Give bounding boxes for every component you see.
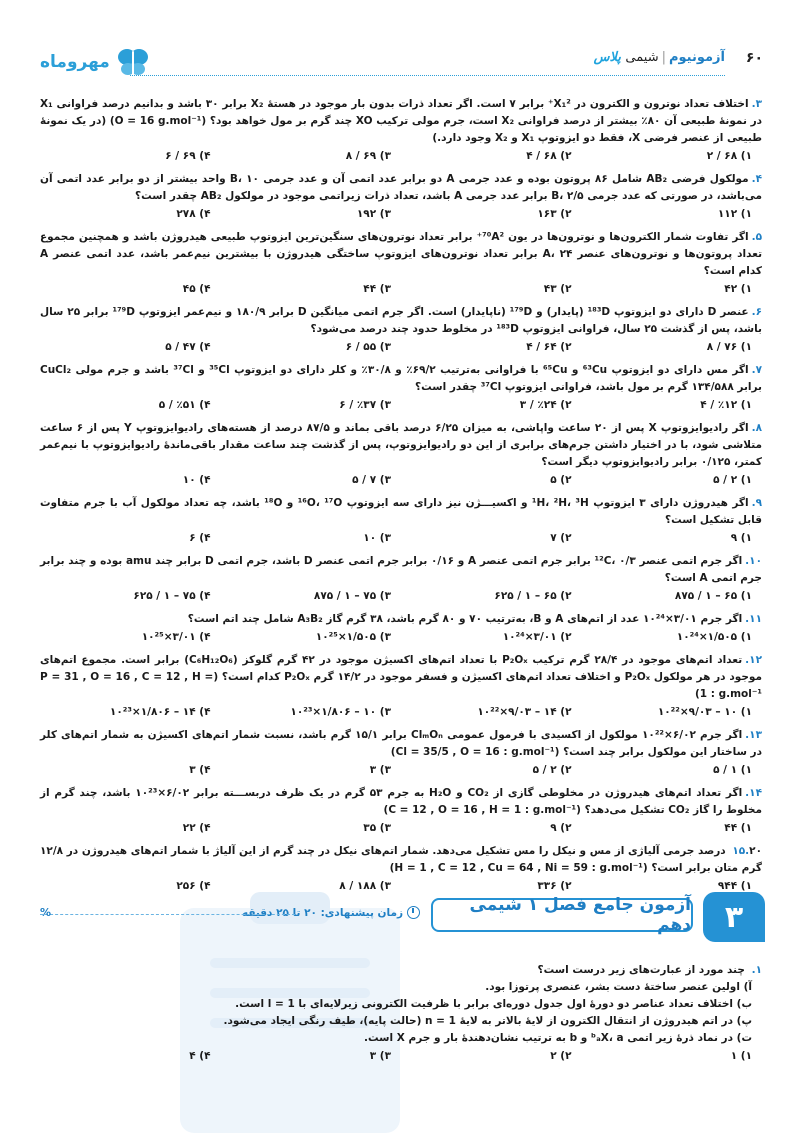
answer-option[interactable]: ۴) ۳ xyxy=(189,764,211,776)
question-block xyxy=(40,229,762,297)
question-text xyxy=(40,171,762,205)
exam-banner xyxy=(40,892,765,944)
book-plus: پلاس xyxy=(593,50,621,65)
answer-option[interactable]: ۲) ۶۸ / ۴ xyxy=(526,150,572,162)
final-question-text xyxy=(40,962,762,979)
answer-option[interactable]: ۲) ٪۲۴ / ۳ xyxy=(519,399,572,411)
answer-option[interactable]: ۱) ٪۱۲ / ۴ xyxy=(700,399,752,411)
answer-option[interactable]: ۳) ۱۰ xyxy=(363,532,391,544)
answer-option[interactable]: ۳) ۷ / ۵ xyxy=(352,474,391,486)
question-stem: اگر جرم ۶/۰۲×۱۰²² مولکول از اکسیدی با فرمول عمومی ClₘOₙ برابر ۱۵/۱ گرم باشد، نسبت شمار اتم‌های اکسیژن به شمار اتم‌های کلر در ساختار این مولکول برابر چند است؟ (Cl = 35/5 , O = 16 : g.mol⁻¹) xyxy=(40,729,762,758)
answer-option[interactable]: ۱) ۶۵ – ۱ / ۸۷۵ xyxy=(674,590,752,602)
question-block xyxy=(40,420,762,488)
answer-option[interactable]: ۱) ۷۶ / ۸ xyxy=(706,341,752,353)
answer-option[interactable]: ۴) ۴ xyxy=(189,1050,211,1062)
banner-divider xyxy=(40,914,295,915)
question-stem: اگر تعداد اتم‌های هیدروژن در مخلوطی گازی از CO₂ و H₂O به جرم ۵۳ گرم در یک ظرف دربســـته برابر ۶/۰۲×۱۰²³ باشد، چند گرم از مخلوط را گاز CO₂ تشکیل می‌دهد؟ (C = 12 , O = 16 , H = 1 : g.mol⁻¹) xyxy=(40,787,762,816)
statement-item: ت) در نماد ذرهٔ زیر اتمی ᵇₐX، a و b به ترتیب نشان‌دهندهٔ بار و جرم X است. xyxy=(364,1032,752,1044)
answer-option[interactable]: ۲) ۱۴ – ۹/۰۳×۱۰²² xyxy=(477,706,572,718)
answer-option[interactable]: ۲) ۱۶۳ xyxy=(537,208,572,220)
question-block xyxy=(40,304,762,355)
exam-time xyxy=(242,906,420,919)
answer-option[interactable]: ۴) ۶۹ / ۶ xyxy=(165,150,211,162)
answer-options xyxy=(40,762,762,778)
answer-option[interactable]: ۳) ۱/۵۰۵×۱۰²⁵ xyxy=(315,631,391,643)
logo-text: مهروماه xyxy=(40,52,110,72)
answer-option[interactable]: ۳) ۱۹۲ xyxy=(356,208,391,220)
question-number: ۱۱. xyxy=(745,613,762,625)
question-stem: عنصر D دارای دو ایزوتوپ ¹⁸³D (پایدار) و ¹⁷⁹D (ناپایدار) است. اگر جرم اتمی میانگین D برابر ۱۸۰/۹ و نیم‌عمر ایزوتوپ ¹⁷⁹D برابر ۲۵ سال باشد، پس از گذشت ۲۵ سال، فراوانی ایزوتوپ ¹⁸³D در مخلوط حدود چند درصد می‌شود؟ xyxy=(40,306,762,335)
answer-option[interactable]: ۲) ۳۳۶ xyxy=(537,880,572,892)
question-number: ۱۴. xyxy=(745,787,762,799)
answer-option[interactable]: ۴) ۶ xyxy=(189,532,211,544)
answer-options xyxy=(40,704,762,720)
book-separator: | xyxy=(661,50,666,65)
answer-option[interactable]: ۱) ۱۰ – ۹/۰۳×۱۰²² xyxy=(657,706,752,718)
answer-option[interactable]: ۳) ۳۵ xyxy=(363,822,391,834)
answer-option[interactable]: ۴) ۲۷۸ xyxy=(176,208,211,220)
answer-option[interactable]: ۲) ۹ xyxy=(550,822,572,834)
statement-item: آ) اولین عنصر ساختهٔ دست بشر، عنصری پرتوزا بود. xyxy=(485,981,752,993)
question-number: ۱۵. xyxy=(732,845,750,857)
answer-options xyxy=(40,530,762,546)
answer-options xyxy=(40,206,762,222)
book-subject: شیمی xyxy=(625,50,659,65)
question-text xyxy=(40,553,762,587)
answer-option[interactable]: ۱) ۴۲ xyxy=(724,283,752,295)
question-number: ۵. xyxy=(751,231,762,243)
book-title xyxy=(594,50,725,65)
answer-options xyxy=(40,1048,762,1064)
answer-options xyxy=(40,820,762,836)
answer-option[interactable]: ۲) ۲ xyxy=(550,1050,572,1062)
answer-options xyxy=(40,472,762,488)
answer-option[interactable]: ۲) ۴۳ xyxy=(543,283,572,295)
book-main: آزمونیوم xyxy=(668,50,725,65)
question-text xyxy=(40,420,762,471)
question-text xyxy=(40,652,762,703)
answer-option[interactable]: ۳) ۷۵ – ۱ / ۸۷۵ xyxy=(313,590,391,602)
answer-option[interactable]: ۲) ۷ xyxy=(550,532,572,544)
header-divider xyxy=(130,75,725,76)
question-number: ۴. xyxy=(751,173,763,185)
question-text xyxy=(40,362,762,396)
question-stem: اختلاف تعداد نوترون و الکترون در X₁²⁺ برابر ۷ است. اگر تعداد ذرات بدون بار موجود در هستهٔ X₂ برابر ۳۰ باشد و بدانیم درصد فراوانی X₁ در نمونهٔ طبیعی آن ۸۰٪ بیشتر از درصد فراوانی X₂ است، جرم مولی ترکیب XO چند گرم بر مول خواهد بود؟ (O = 16 g.mol⁻¹) (در یک نمونهٔ طبیعی از عنصر فرضی X، فقط دو ایزوتوپ X₁ و X₂ وجود دارد.) xyxy=(40,98,763,144)
question-stem: اگر هیدروژن دارای ۳ ایزوتوپ ¹H، ²H، ³H و اکسیـــژن نیز دارای سه ایزوتوپ ¹⁶O، ¹⁷O و ¹⁸O باشد، چه تعداد مولکول آب با جرم متفاوت قابل تشکیل است؟ xyxy=(40,497,762,526)
question-block xyxy=(40,785,762,836)
answer-option[interactable]: ۴) ۷۵ – ۱ / ۶۲۵ xyxy=(133,590,211,602)
answer-options xyxy=(40,339,762,355)
answer-option[interactable]: ۳) ۶۹ / ۸ xyxy=(345,150,391,162)
question-block xyxy=(40,652,762,720)
answer-option[interactable]: ۲) ۶۵ – ۱ / ۶۲۵ xyxy=(494,590,572,602)
question-stem: مولکول فرضی AB₂ شامل ۸۶ پروتون بوده و عدد جرمی A دو برابر عدد اتمی آن و عدد جرمی B، ۱۰ واحد بیشتر از دو برابر عدد اتمی آن می‌باشد، در صورتی که عدد جرمی B، ۲/۵ برابر عدد جرمی A باشد، تعداد ذرات زیراتمی موجود در مولکول AB₂ چقدر است؟ xyxy=(40,173,762,202)
answer-option[interactable]: ۱) ۶۸ / ۲ xyxy=(706,150,752,162)
answer-options xyxy=(40,281,762,297)
page-header xyxy=(40,40,765,84)
answer-option[interactable]: ۱) ۹۴۴ xyxy=(717,880,752,892)
answer-option[interactable]: ۲) ۲ / ۵ xyxy=(532,764,572,776)
percent-mark: % xyxy=(40,906,52,919)
answer-option[interactable]: ۲) ۶۴ / ۴ xyxy=(526,341,572,353)
question-number: ۱۲. xyxy=(745,654,762,666)
final-question-stem: چند مورد از عبارت‌های زیر درست است؟ xyxy=(537,964,745,976)
statement-item: ب) اختلاف تعداد عناصر دو دورهٔ اول جدول دوره‌ای برابر با ظرفیت الکترونی زیرلایه‌ای با l = 1 است. xyxy=(235,998,752,1010)
answer-option[interactable]: ۳) ۱۰ – ۱/۸۰۶×۱۰²³ xyxy=(290,706,391,718)
exam-time-label: زمان پیشنهادی: ۲۰ تا ۲۵ دقیقه xyxy=(241,906,403,919)
answer-option[interactable]: ۳) ۳ xyxy=(369,1050,391,1062)
answer-option[interactable]: ۴) ۴۷ / ۵ xyxy=(165,341,211,353)
question-text xyxy=(40,785,762,819)
question-number: ۱۳. xyxy=(745,729,762,741)
statement-item: پ) در اتم هیدروژن از انتقال الکترون از لایهٔ بالاتر به لایهٔ n = 1 (حالت پایه)، طیف رنگی ایجاد می‌شود. xyxy=(223,1015,752,1027)
question-stem: تعداد اتم‌های موجود در ۲۸/۴ گرم ترکیب P₂Oₓ با تعداد اتم‌های اکسیژن موجود در ۴۲ گرم گلوکز (C₆H₁₂O₆) برابر است. مجموع اتم‌های موجود در هر مولکول P₂Oₓ و اختلاف تعداد اتم‌های اکسیژن و فسفر موجود در ۱۴/۲ گرم P₂Oₓ کدام است؟ (P = 31 , O = 16 , C = 12 , H = 1 : g.mol⁻¹) xyxy=(40,654,762,700)
question-stem: اگر جرم ۳/۰۱×۱۰²⁴ عدد از اتم‌های A و B، به‌ترتیب ۷۰ و ۸۰ گرم باشد، ۳۸ گرم گاز A₃B₂ شامل چند اتم است؟ xyxy=(187,613,743,625)
answer-option[interactable]: ۳) ۱۸۸ / ۸ xyxy=(339,880,391,892)
answer-option[interactable]: ۴) ۲۲ xyxy=(182,822,211,834)
clock-icon xyxy=(407,906,420,919)
answer-option[interactable]: ۱) ۱/۵۰۵×۱۰²⁴ xyxy=(676,631,752,643)
answer-option[interactable]: ۱) ۴۴ xyxy=(724,822,752,834)
answer-option[interactable]: ۱) ۹ xyxy=(730,532,752,544)
question-number: ۷. xyxy=(751,364,763,376)
answer-option[interactable]: ۴) ۱۰ xyxy=(182,474,211,486)
question-text xyxy=(40,229,762,280)
question-block xyxy=(40,727,762,778)
answer-option[interactable]: ۳) ٪۳۷ / ۶ xyxy=(339,399,391,411)
question-stem: اگر جرم اتمی عنصر ¹²C، ۰/۳ برابر جرم اتمی عنصر A و ۰/۱۶ برابر جرم اتمی عنصر D باشد، جرم اتمی D برابر چند amu بوده و چند برابر جرم اتمی A است؟ xyxy=(40,555,762,584)
answer-option[interactable]: ۱) ۱۱۲ xyxy=(717,208,752,220)
question-number: ۳. xyxy=(751,98,762,110)
question-number: ۸. xyxy=(751,422,762,434)
question-block xyxy=(40,495,762,546)
answer-option[interactable]: ۱) ۱ / ۵ xyxy=(713,764,752,776)
answer-option[interactable]: ۴) ۳/۰۱×۱۰²⁵ xyxy=(141,631,211,643)
final-question-number: ۱. xyxy=(751,964,762,976)
question-text xyxy=(40,304,762,338)
answer-option[interactable]: ۴) ۱۴ – ۱/۸۰۶×۱۰²³ xyxy=(109,706,211,718)
answer-option[interactable]: ۲) ۵ xyxy=(550,474,572,486)
exam-title: آزمون جامع فصل ۱ شیمی دهم xyxy=(431,898,693,932)
question-number: ۱۰. xyxy=(745,555,762,567)
question-text xyxy=(40,495,762,529)
answer-option[interactable]: ۱) ۱ xyxy=(730,1050,752,1062)
question-block xyxy=(40,611,762,645)
answer-option[interactable]: ۲) ۳/۰۱×۱۰²⁴ xyxy=(502,631,572,643)
question-stem: اگر رادیوایزوتوپ X پس از ۲۰ ساعت واپاشی، به میزان ۶/۲۵ درصد باقی بماند و ۸۷/۵ درصد از هسته‌های رادیوایزوتوپ Y پس از ۶ ساعت متلاشی شود، با در اختیار داشتن جرم‌های برابری از این دو رادیوایزوتوپ، پس از گذشت چند ساعت مقدار باقی‌ماندهٔ رادیوایزوتوپ با نیم‌عمر کمتر، ۰/۱۲۵ برابر رادیوایزوتوپ دیگر است؟ xyxy=(40,422,762,468)
answer-option[interactable]: ۳) ۳ xyxy=(369,764,391,776)
question-text xyxy=(40,727,762,761)
answer-option[interactable]: ۳) ۵۵ / ۶ xyxy=(345,341,391,353)
question-text xyxy=(40,96,762,147)
answer-option[interactable]: ۳) ۴۴ xyxy=(363,283,391,295)
answer-options xyxy=(40,148,762,164)
question-block xyxy=(40,553,762,604)
question-list xyxy=(40,96,762,901)
answer-options xyxy=(40,397,762,413)
answer-option[interactable]: ۱) ۲ / ۵ xyxy=(713,474,752,486)
question-stem: اگر تفاوت شمار الکترون‌ها و نوترون‌ها در یون ⁷⁰A²⁺ برابر تعداد نوترون‌های سنگین‌ترین ایزوتوپ طبیعی هیدروژن باشد و همچنین مجموع تعداد پروتون‌ها و نوترون‌های عنصر A، ۲۴ برابر تعداد نوترون‌های ایزوتوپ ساختگی هیدروژن با بیشترین نیم‌عمر باشد، عدد اتمی عنصر A کدام است؟ xyxy=(40,231,763,277)
question-text xyxy=(40,611,762,628)
answer-options xyxy=(40,588,762,604)
question-text xyxy=(40,843,762,877)
answer-option[interactable]: ۴) ۲۵۶ xyxy=(176,880,211,892)
question-stem: ۲۰ درصد جرمی آلیاژی از مس و نیکل را مس تشکیل می‌دهد. شمار اتم‌های نیکل در چند گرم از این آلیاژ با شمار اتم‌های هیدروژن در ۱۲/۸ گرم متان برابر است؟ (H = 1 , C = 12 , Cu = 64 , Ni = 59 : g.mol⁻¹) xyxy=(40,845,762,874)
butterfly-icon xyxy=(116,45,150,79)
question-number: ۶. xyxy=(751,306,762,318)
answer-option[interactable]: ۴) ٪۵۱ / ۵ xyxy=(158,399,211,411)
question-number: ۹. xyxy=(751,497,763,509)
exam-number: ۳ xyxy=(703,892,765,942)
question-block xyxy=(40,96,762,164)
answer-options xyxy=(40,629,762,645)
question-block xyxy=(40,171,762,222)
question-stem: اگر مس دارای دو ایزوتوپ ⁶³Cu و ⁶⁵Cu با فراوانی به‌ترتیب ۶۹/۲٪ و ۳۰/۸٪ و کلر دارای دو ایزوتوپ ³⁵Cl و ³⁷Cl باشد و جرم مولی CuCl₂ برابر ۱۳۴/۵۸۸ گرم بر مول باشد، فراوانی ایزوتوپ ³⁷Cl چقدر است؟ xyxy=(40,364,762,393)
final-question xyxy=(40,962,762,1064)
question-block xyxy=(40,362,762,413)
page-number: ۶۰ xyxy=(745,50,763,66)
answer-option[interactable]: ۴) ۴۵ xyxy=(182,283,211,295)
